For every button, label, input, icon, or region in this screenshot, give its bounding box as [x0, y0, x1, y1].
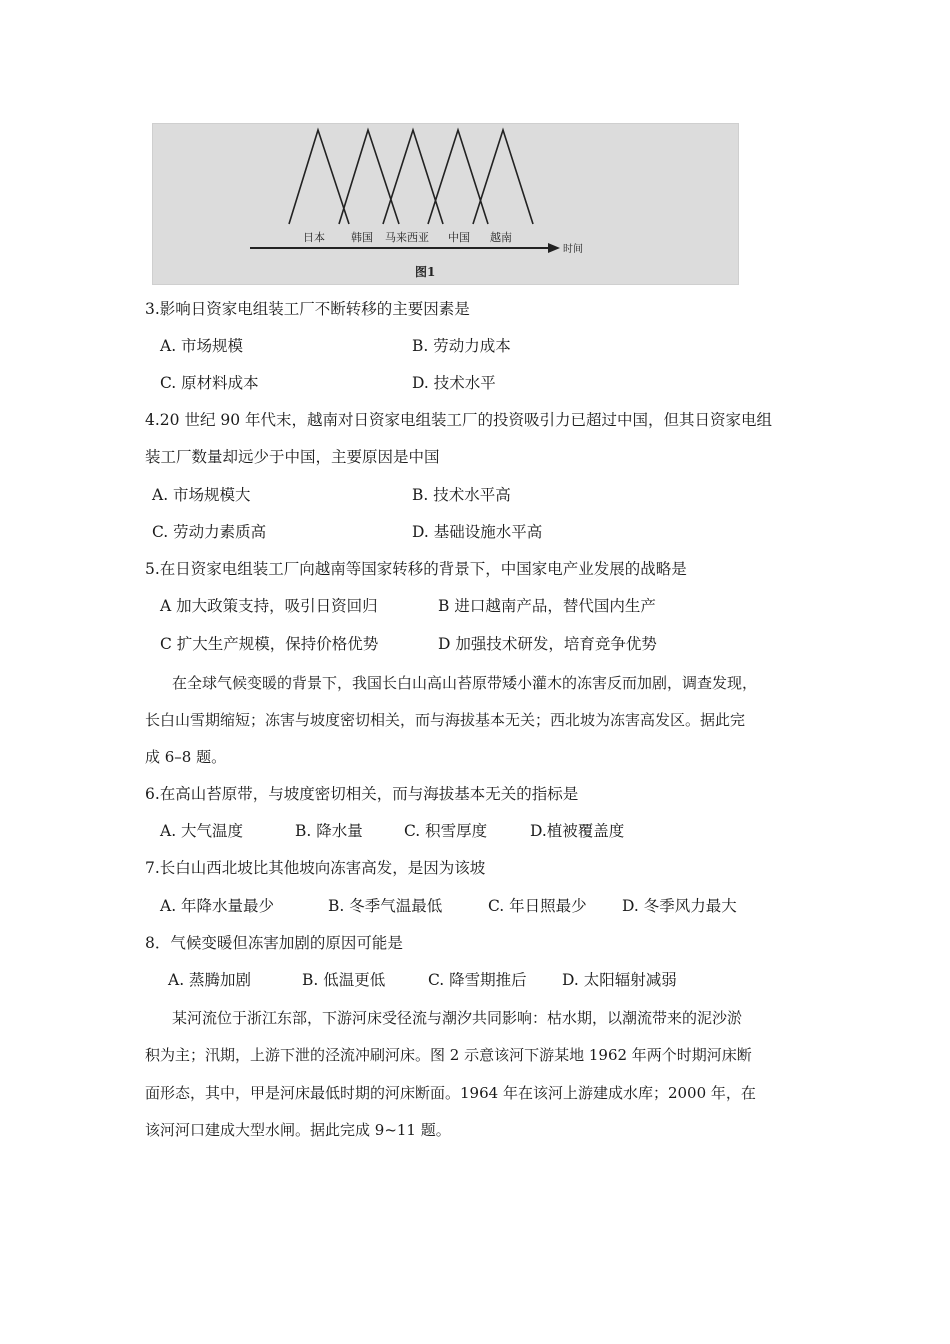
- question-5-option-b: B 进口越南产品，替代国内生产: [438, 597, 656, 615]
- question-5-option-d: D 加强技术研发，培育竞争优势: [438, 635, 657, 653]
- question-7-option-b: B. 冬季气温最低: [328, 897, 443, 915]
- time-axis-label: 时间: [563, 244, 583, 255]
- question-3-stem: 3.影响日资家电组装工厂不断转移的主要因素是: [145, 300, 470, 318]
- question-8-option-b: B. 低温更低: [302, 971, 386, 989]
- question-4-stem-line-1: 4.20 世纪 90 年代末，越南对日资家电组装工厂的投资吸引力已超过中国，但其日资家电组: [145, 411, 773, 429]
- question-3-option-b: B. 劳动力成本: [412, 337, 511, 355]
- question-7-option-d: D. 冬季风力最大: [622, 897, 737, 915]
- country-label-china: 中国: [448, 231, 470, 244]
- question-5-stem: 5.在日资家电组装工厂向越南等国家转移的背景下，中国家电产业发展的战略是: [145, 560, 687, 578]
- question-3-option-c: C. 原材料成本: [160, 374, 259, 392]
- question-8-option-a: A. 蒸腾加剧: [168, 971, 252, 989]
- country-label-japan: 日本: [303, 231, 325, 244]
- question-5-option-c: C 扩大生产规模，保持价格优势: [160, 635, 379, 653]
- figure-1-diagram: [153, 124, 738, 284]
- question-6-option-d: D.植被覆盖度: [530, 822, 625, 840]
- figure-caption: 图1: [415, 265, 436, 279]
- question-4-option-b: B. 技术水平高: [412, 486, 511, 504]
- passage-1-line-2: 长白山雪期缩短；冻害与坡度密切相关，而与海拔基本无关；西北坡为冻害高发区。据此完: [145, 711, 746, 729]
- triangle-japan: [289, 130, 349, 224]
- time-axis-arrowhead: [548, 243, 560, 253]
- question-5-option-a: A 加大政策支持，吸引日资回归: [160, 597, 378, 615]
- question-6-option-c: C. 积雪厚度: [404, 822, 488, 840]
- question-7-option-c: C. 年日照最少: [488, 897, 587, 915]
- question-4-option-c: C. 劳动力素质高: [152, 523, 267, 541]
- question-3-option-a: A. 市场规模: [160, 337, 244, 355]
- figure-1-panel: [152, 123, 739, 285]
- question-6-option-a: A. 大气温度: [160, 822, 244, 840]
- passage-2-line-2: 积为主；汛期，上游下泄的泾流冲刷河床。图 2 示意该河下游某地 1962 年两个时期河床断: [145, 1046, 752, 1064]
- question-4-option-a: A. 市场规模大: [152, 486, 251, 504]
- question-6-stem: 6.在高山苔原带，与坡度密切相关，而与海拔基本无关的指标是: [145, 785, 579, 803]
- question-4-option-d: D. 基础设施水平高: [412, 523, 543, 541]
- question-8-option-c: C. 降雪期推后: [428, 971, 527, 989]
- passage-2-line-4: 该河河口建成大型水闸。据此完成 9~11 题。: [145, 1121, 451, 1139]
- question-8-stem: 8．气候变暖但冻害加剧的原因可能是: [145, 934, 403, 952]
- question-7-option-a: A. 年降水量最少: [160, 897, 275, 915]
- passage-2-line-3: 面形态，其中，甲是河床最低时期的河床断面。1964 年在该河上游建成水库；2000 年，在: [145, 1084, 756, 1102]
- passage-1-line-1: 在全球气候变暖的背景下，我国长白山高山苔原带矮小灌木的冻害反而加剧，调查发现，: [172, 674, 758, 692]
- triangle-vietnam: [473, 130, 533, 224]
- question-8-option-d: D. 太阳辐射减弱: [562, 971, 677, 989]
- passage-1-line-3: 成 6–8 题。: [145, 748, 227, 766]
- question-6-option-b: B. 降水量: [295, 822, 363, 840]
- passage-2-line-1: 某河流位于浙江东部，下游河床受径流与潮汐共同影响：枯水期，以潮流带来的泥沙淤: [172, 1009, 743, 1027]
- question-4-stem-line-2: 装工厂数量却远少于中国，主要原因是中国: [145, 448, 440, 466]
- triangle-china: [428, 130, 488, 224]
- question-7-stem: 7.长白山西北坡比其他坡向冻害高发，是因为该坡: [145, 859, 486, 877]
- triangle-malaysia: [383, 130, 443, 224]
- triangle-korea: [339, 130, 399, 224]
- country-label-malaysia: 马来西亚: [385, 231, 429, 244]
- question-3-option-d: D. 技术水平: [412, 374, 496, 392]
- country-label-korea: 韩国: [351, 231, 373, 244]
- country-label-vietnam: 越南: [490, 231, 512, 244]
